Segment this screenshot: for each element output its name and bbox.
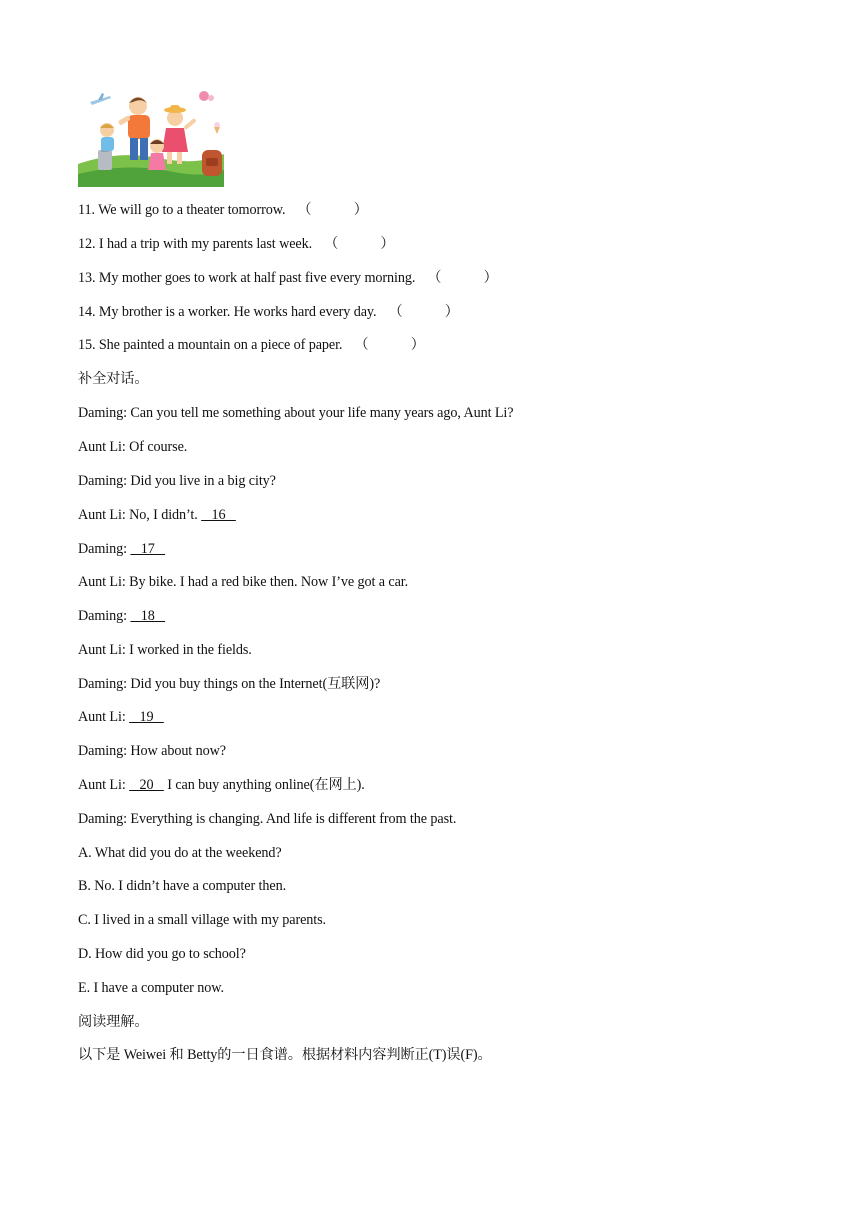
- balloon-icon: [199, 91, 214, 101]
- question-item: [78, 235, 395, 253]
- girl-figure: [148, 139, 166, 170]
- dialogue-line: [78, 742, 226, 760]
- option-item: A. What did you do at the weekend?: [78, 845, 282, 861]
- question-item: [78, 336, 425, 354]
- option-item: D. How did you go to school?: [78, 946, 246, 962]
- dialogue-text: Daming: Can you tell me something about your life many years ago, Aunt Li?: [78, 405, 514, 421]
- reading-instruction: 以下是 Weiwei 和 Betty的一日食谱。根据材料内容判断正(T)误(F)。: [78, 1047, 492, 1063]
- dialogue-text: Aunt Li:: [78, 709, 130, 725]
- dialogue-line: [78, 675, 380, 693]
- answer-parentheses[interactable]: （ ）: [354, 337, 425, 353]
- dialogue-line: [78, 506, 236, 524]
- question-item: [78, 303, 459, 321]
- dialogue-line: [78, 573, 408, 591]
- option-item: C. I lived in a small village with my parents.: [78, 912, 326, 928]
- father-figure: [118, 97, 150, 160]
- question-item: [78, 269, 498, 287]
- dialogue-text: Aunt Li: Of course.: [78, 439, 188, 455]
- boy-figure: [100, 123, 114, 151]
- answer-parentheses[interactable]: （ ）: [427, 270, 498, 286]
- answer-blank-17[interactable]: 17: [130, 541, 166, 557]
- answer-blank-16[interactable]: 16: [201, 507, 236, 523]
- question-text: 13. My mother goes to work at half past five every morning.: [78, 270, 416, 286]
- dialogue-text: Daming: Did you buy things on the Internet(互联网)?: [78, 676, 381, 692]
- dialogue-text: Daming: How about now?: [78, 743, 226, 759]
- dialogue-text: Daming:: [78, 608, 131, 624]
- dialogue-line: [78, 438, 187, 456]
- airplane-icon: [90, 93, 111, 105]
- option-item: E. I have a computer now.: [78, 980, 224, 996]
- dialogue-line: [78, 776, 365, 794]
- answer-blank-19[interactable]: 19: [129, 709, 164, 725]
- option-item: B. No. I didn’t have a computer then.: [78, 878, 287, 894]
- section-heading-dialogue: 补全对话。: [78, 371, 149, 387]
- dialogue-text: Daming: Everything is changing. And life is different from the past.: [78, 811, 457, 827]
- dialogue-line: [78, 472, 276, 490]
- mother-figure: [162, 105, 197, 164]
- question-text: 14. My brother is a worker. He works hard every day.: [78, 304, 377, 320]
- answer-blank-18[interactable]: 18: [130, 608, 166, 624]
- dialogue-text: Aunt Li:: [78, 777, 130, 793]
- dialogue-text-after: I can buy anything online(在网上).: [163, 777, 365, 793]
- section-heading-reading: 阅读理解。: [78, 1014, 149, 1030]
- question-text: 15. She painted a mountain on a piece of paper.: [78, 337, 343, 353]
- backpack-icon: [202, 150, 222, 176]
- answer-parentheses[interactable]: （ ）: [324, 236, 395, 252]
- dialogue-line: [78, 810, 456, 828]
- dialogue-line: [78, 708, 164, 726]
- family-trip-illustration: [78, 88, 224, 187]
- dialogue-text: Daming: Did you live in a big city?: [78, 473, 276, 489]
- dialogue-line: [78, 641, 252, 659]
- dialogue-text: Aunt Li: I worked in the fields.: [78, 642, 252, 658]
- dialogue-line: [78, 404, 513, 422]
- dialogue-text: Aunt Li: By bike. I had a red bike then. Now I’ve got a car.: [78, 574, 409, 590]
- answer-parentheses[interactable]: （ ）: [388, 304, 459, 320]
- answer-blank-20[interactable]: 20: [129, 777, 164, 793]
- dialogue-line: [78, 607, 165, 625]
- question-item: [78, 201, 368, 219]
- question-text: 11. We will go to a theater tomorrow.: [78, 202, 286, 218]
- answer-parentheses[interactable]: （ ）: [297, 202, 368, 218]
- dialogue-line: [78, 540, 165, 558]
- question-text: 12. I had a trip with my parents last week.: [78, 236, 313, 252]
- dialogue-text: Daming:: [78, 541, 131, 557]
- dialogue-text: Aunt Li: No, I didn’t.: [78, 507, 202, 523]
- ice-cream-icon: [214, 122, 220, 134]
